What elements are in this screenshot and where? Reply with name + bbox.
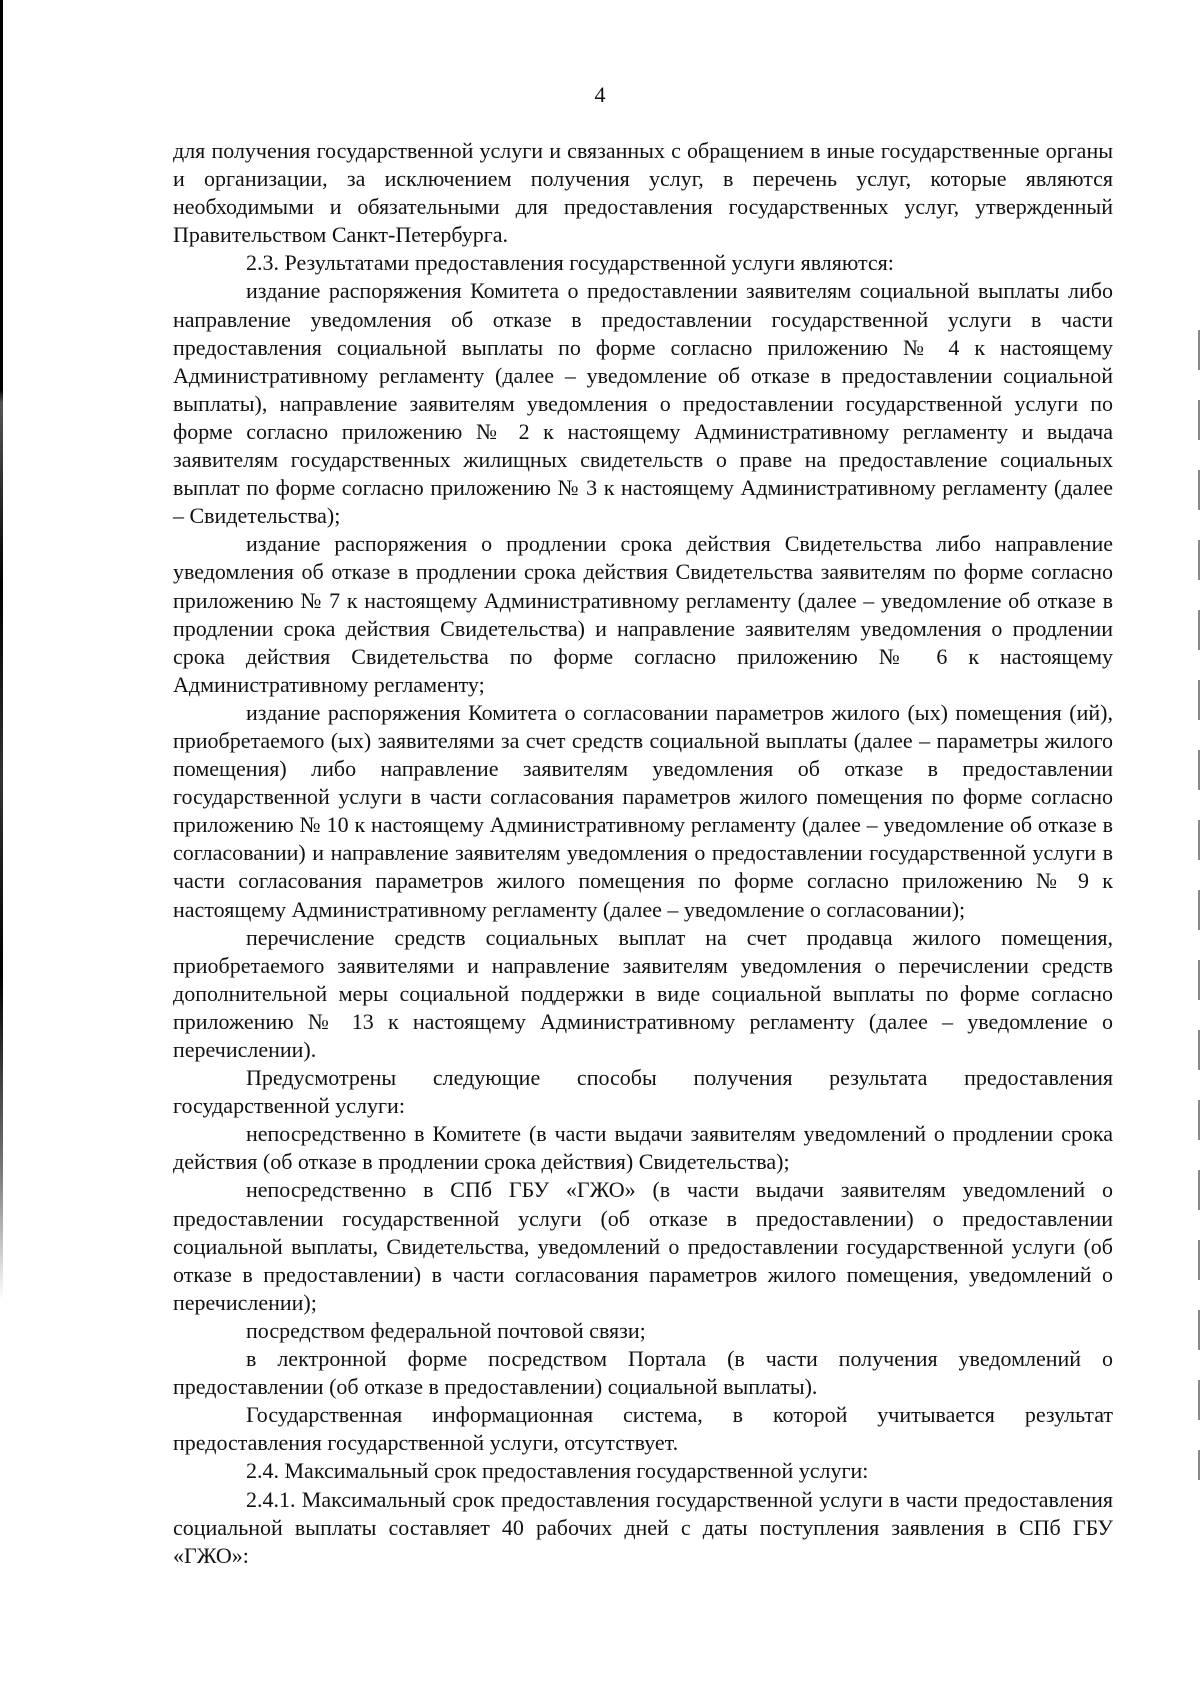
paragraph: посредством федеральной почтовой связи; — [246, 1317, 646, 1343]
paragraph-section-2-4: 2.4. Максимальный срок предоставления государственной услуги: — [246, 1458, 869, 1484]
paragraph: в лектронной форме посредством Портала (в части получения уведомлений о предоставлении (об отказе в предоставлении) социальной выплаты). — [173, 1346, 1113, 1400]
paragraph: издание распоряжения Комитета о предоставлении заявителям социальной выплаты либо направление уведомления об отказе в предоставлении государственной услуги в части предоставления социальной выплаты по форме согласно приложению № 4 к настоящему Административному регламенту (далее – уведомление об отказе в предоставлении социальной выплаты), направление заявителям уведомления о предоставлении государственной услуги по форме согласно приложению № 2 к настоящему Административному регламенту и выдача заявителям государственных жилищных свидетельств о праве на предоставление социальных выплат по форме согласно приложению № 3 к настоящему Административному регламенту (далее – Свидетельства); — [173, 278, 1113, 529]
paragraph-continuation: для получения государственной услуги и связанных с обращением в иные государственные органы и организации, за исключением получения услуг, в перечень услуг, которые являются необходимыми и обязательными для предоставления государственных услуг, утвержденный Правительством Санкт-Петербурга. — [173, 138, 1113, 248]
page-number: 4 — [594, 82, 606, 107]
document-body — [173, 137, 1113, 1570]
paragraph: непосредственно в СПб ГБУ «ГЖО» (в части выдачи заявителям уведомлений о предоставлении государственной услуги (об отказе в предоставлении) о предоставлении социальной выплаты, Свидетельства, уведомлений о предоставлении государственной услуги (об отказе в предоставлении) в части согласования параметров жилого помещения, уведомлений о перечислении); — [173, 1177, 1113, 1315]
paragraph-section-2-4-1: 2.4.1. Максимальный срок предоставления государственной услуги в части предоставления социальной выплаты составляет 40 рабочих дней с даты поступления заявления в СПб ГБУ «ГЖО»: — [173, 1486, 1113, 1568]
paragraph-section-2-3: 2.3. Результатами предоставления государственной услуги являются: — [246, 250, 894, 276]
paragraph: издание распоряжения о продлении срока действия Свидетельства либо направление уведомления об отказе в продлении срока действия Свидетельства заявителям по форме согласно приложению № 7 к настоящему Административному регламенту (далее – уведомление об отказе в продлении срока действия Свидетельства) и направление заявителям уведомления о продлении срока действия Свидетельства по форме согласно приложению № 6 к настоящему Административному регламенту; — [173, 531, 1113, 697]
paragraph: перечисление средств социальных выплат на счет продавца жилого помещения, приобретаемого заявителями и направление заявителям уведомления о перечислении средств дополнительной меры социальной поддержки в виде социальной выплаты по форме согласно приложению № 13 к настоящему Административному регламенту (далее – уведомление о перечислении). — [173, 924, 1113, 1062]
paragraph: Предусмотрены следующие способы получения результата предоставления государственной услуги: — [173, 1065, 1113, 1119]
paragraph: издание распоряжения Комитета о согласовании параметров жилого (ых) помещения (ий), приобретаемого (ых) заявителями за счет средств социальной выплаты (далее – параметры жилого помещения) либо направление заявителям уведомления об отказе в предоставлении государственной услуги в части согласования параметров жилого помещения по форме согласно приложению № 10 к настоящему Административному регламенту (далее – уведомление об отказе в согласовании) и направление заявителям уведомления о предоставлении государственной услуги в части согласования параметров жилого помещения по форме согласно приложению № 9 к настоящему Административному регламенту (далее – уведомление о согласовании); — [173, 699, 1113, 922]
paragraph: непосредственно в Комитете (в части выдачи заявителям уведомлений о продлении срока действия (об отказе в продлении срока действия) Свидетельства); — [173, 1121, 1113, 1175]
scan-edge-left — [0, 0, 3, 1300]
paragraph: Государственная информационная система, в которой учитывается результат предоставления государственной услуги, отсутствует. — [173, 1402, 1113, 1456]
